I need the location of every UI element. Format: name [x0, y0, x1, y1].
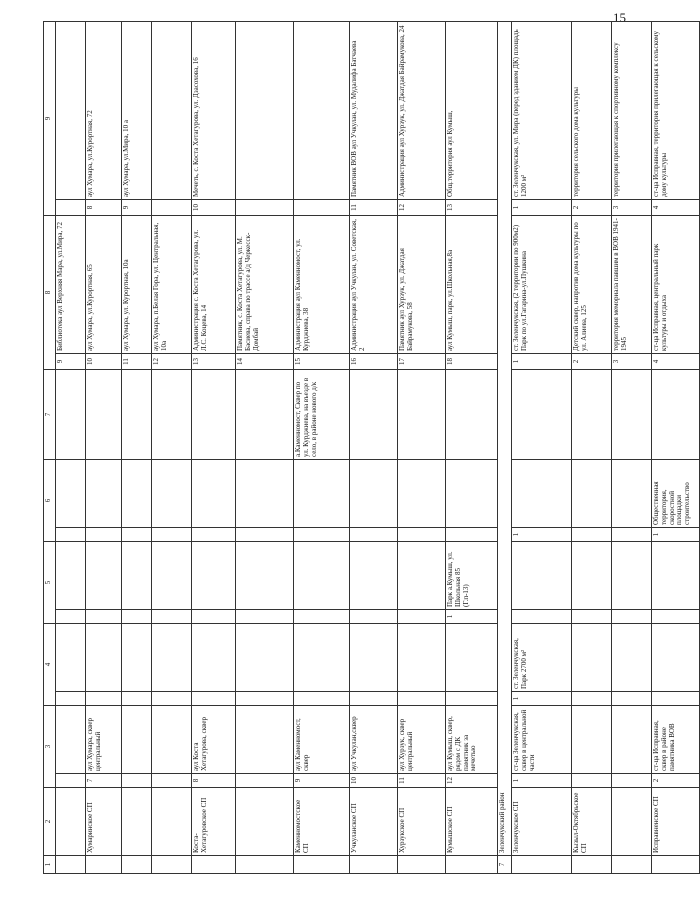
col-number: 3 [44, 706, 56, 788]
table-cell-c4 [612, 624, 652, 692]
table-cell-c5 [122, 542, 152, 610]
table-cell-c8n: 17 [398, 354, 446, 370]
table-cell-c4n [446, 692, 498, 706]
table-cell-c6 [572, 460, 612, 528]
table-cell-c2: Учкуланское СП [350, 788, 398, 856]
table-cell-c1 [350, 856, 398, 874]
table-cell-c1 [294, 856, 350, 874]
table-cell-c5 [612, 542, 652, 610]
table-cell-c9n: 1 [512, 200, 572, 216]
table-cell-c9 [236, 22, 294, 200]
table-cell-c6 [612, 460, 652, 528]
registry-table [43, 21, 700, 874]
table-cell-c4n [350, 692, 398, 706]
table-cell-c3n: 8 [192, 774, 236, 788]
table-cell-c7 [236, 370, 294, 460]
table-cell-c8: ст-ца Исправная, центральный парк культуры и отдыха [652, 216, 700, 354]
table-cell-c5 [350, 542, 398, 610]
table-cell-c6n [398, 528, 446, 542]
table-row [122, 22, 152, 874]
table-cell-c6 [294, 460, 350, 528]
table-cell-c3: аул Учкулан,сквер [350, 706, 398, 774]
table-cell-c8n: 15 [294, 354, 350, 370]
table-cell-c9: аул Хумара, ул.Курортная, 72 [86, 22, 122, 200]
table-cell-c6n [612, 528, 652, 542]
table-cell-c8: Администрация аул Учкулан, ул. Советская, 2 [350, 216, 398, 354]
table-cell-c7 [612, 370, 652, 460]
table-cell-c3n [56, 774, 86, 788]
table-cell-c8n: 14 [236, 354, 294, 370]
table-cell-c9n: 12 [398, 200, 446, 216]
table-cell-c8: аул Хумара, п.Белая Гора, ул. Центральная, 10а [152, 216, 192, 354]
table-cell-c8n: 18 [446, 354, 498, 370]
table-cell-c1 [86, 856, 122, 874]
table-cell-c5 [512, 542, 572, 610]
table-cell-c6n [446, 528, 498, 542]
table-cell-c5 [152, 542, 192, 610]
table-cell-c8: аул Хумара, ул. Курортная, 10а [122, 216, 152, 354]
table-cell-c8n: 9 [56, 354, 86, 370]
table-cell-c4n [152, 692, 192, 706]
table-cell-c4n: 1 [512, 692, 572, 706]
table-cell-c4n [294, 692, 350, 706]
table-cell-c9n: 9 [122, 200, 152, 216]
col-number: 9 [44, 22, 56, 216]
table-cell-c1 [652, 856, 700, 874]
table-cell-c2: Исправненское СП [652, 788, 700, 856]
table-cell-c3n: 1 [512, 774, 572, 788]
table-cell-c8n: 16 [350, 354, 398, 370]
table-cell-c7 [446, 370, 498, 460]
table-cell-c8: аул Кумыш, парк, ул.Школьная,8а [446, 216, 498, 354]
col-number: 4 [44, 624, 56, 706]
table-cell-c9: аул Хумара, ул.Мира, 10 а [122, 22, 152, 200]
table-cell-c5 [294, 542, 350, 610]
table-cell-c9n [294, 200, 350, 216]
table-row [652, 22, 700, 874]
col-number: 7 [44, 370, 56, 460]
table-row [86, 22, 122, 874]
table-cell-c5 [192, 542, 236, 610]
table-cell-c2 [236, 788, 294, 856]
table-cell-c8: ст. Зеленчукская, (2 территории по 900м2) Парк по ул.Гагарина-ул.Пушкина [512, 216, 572, 354]
table-row [294, 22, 350, 874]
table-cell-c9 [152, 22, 192, 200]
rotated-page [43, 22, 692, 874]
table-cell-c3 [236, 706, 294, 774]
table-cell-c6: Общественная территория, скоростной площадки строительство [652, 460, 700, 528]
table-cell-c6 [56, 460, 86, 528]
table-cell-c7 [56, 370, 86, 460]
col-number: 5 [44, 542, 56, 624]
table-cell-c9n: 10 [192, 200, 236, 216]
table-cell-c3 [152, 706, 192, 774]
table-cell-c4n [398, 692, 446, 706]
table-cell-c9: территория прилегающая к спортивному комплексу [612, 22, 652, 200]
table-cell-c7: а.Каменномост, Сквер по ул. Курджиева, на въезде в село, в районе нового д/к [294, 370, 350, 460]
table-cell-c6 [152, 460, 192, 528]
table-cell-c5n [56, 610, 86, 624]
table-cell-c4 [572, 624, 612, 692]
table-row [498, 22, 512, 874]
table-cell-c3n: 11 [398, 774, 446, 788]
table-cell-c8: Памятник аул Хурзук, ул. Джатдая Байрамукова, 58 [398, 216, 446, 354]
column-number-row [44, 22, 56, 874]
table-cell-c9n [236, 200, 294, 216]
col-number: 8 [44, 216, 56, 370]
table-row [512, 22, 572, 874]
table-cell-c2: Хурзукское СП [398, 788, 446, 856]
table-cell-c8n: 4 [652, 354, 700, 370]
table-cell-c8: Библиотека аул Верхняя Мара, ул.Мира, 72 [56, 216, 86, 354]
table-cell-c5n [152, 610, 192, 624]
table-cell-c6 [192, 460, 236, 528]
table-cell-c9n: 3 [612, 200, 652, 216]
table-cell-c5n [86, 610, 122, 624]
table-cell-c6 [236, 460, 294, 528]
table-cell-c5n [572, 610, 612, 624]
table-cell-c2 [56, 788, 86, 856]
table-cell-c4 [236, 624, 294, 692]
table-cell-c4n [612, 692, 652, 706]
table-body [56, 22, 700, 874]
table-row [192, 22, 236, 874]
table-cell-c6n: 1 [652, 528, 700, 542]
table-cell-c2 [152, 788, 192, 856]
table-cell-c3 [122, 706, 152, 774]
table-cell-c6 [86, 460, 122, 528]
table-row [56, 22, 86, 874]
col-number: 2 [44, 788, 56, 856]
table-cell-c4n [572, 692, 612, 706]
table-cell-c1 [192, 856, 236, 874]
table-cell-c3 [56, 706, 86, 774]
table-cell-c9n: 11 [350, 200, 398, 216]
table-cell-c9n: 8 [86, 200, 122, 216]
table-cell-c1 [236, 856, 294, 874]
table-cell-c9 [294, 22, 350, 200]
table-cell-c5 [572, 542, 612, 610]
table-cell-c2: Кумышское СП [446, 788, 498, 856]
table-cell-c4n [192, 692, 236, 706]
table-cell-c7 [350, 370, 398, 460]
table-cell-c8n: 13 [192, 354, 236, 370]
table-cell-c3: аул Каменномост, сквер [294, 706, 350, 774]
table-cell-c1 [398, 856, 446, 874]
table-row [572, 22, 612, 874]
table-row [236, 22, 294, 874]
table-cell-c7 [192, 370, 236, 460]
table-cell-c4 [652, 624, 700, 692]
table-cell-c8n: 10 [86, 354, 122, 370]
table-cell-c3n: 9 [294, 774, 350, 788]
table-cell-c9n [152, 200, 192, 216]
table-cell-c5n [122, 610, 152, 624]
table-cell-c5 [398, 542, 446, 610]
table-cell-c3: аул Хумара, сквер центральный [86, 706, 122, 774]
table-cell-c4 [350, 624, 398, 692]
table-cell-c6n [56, 528, 86, 542]
table-cell-c9n: 13 [446, 200, 498, 216]
table-cell-c9n: 2 [572, 200, 612, 216]
table-cell-c6n [122, 528, 152, 542]
table-cell-c3n [612, 774, 652, 788]
table-cell-c3n: 12 [446, 774, 498, 788]
table-cell-c1 [446, 856, 498, 874]
table-cell-c1 [56, 856, 86, 874]
table-cell-c9: территория сельского дома культуры [572, 22, 612, 200]
table-cell-c8: Детский сквер, напротив дома культуры по ул. Алиева, 125 [572, 216, 612, 354]
table-cell-c6n [192, 528, 236, 542]
table-cell-c5n [398, 610, 446, 624]
table-cell-c6 [446, 460, 498, 528]
table-cell-c5n [294, 610, 350, 624]
table-cell-c5n [236, 610, 294, 624]
table-row [612, 22, 652, 874]
table-cell-c1 [512, 856, 572, 874]
table-cell-c9: Памятник ВОВ аул Учкулан, ул. Мудалифа Батчаева [350, 22, 398, 200]
table-cell-c5n [512, 610, 572, 624]
table-cell-c6n [294, 528, 350, 542]
table-cell-c5: Парк а.Кумыш, ул. Школьная 85 (Г.п-13) [446, 542, 498, 610]
table-cell-c6n [152, 528, 192, 542]
table-cell-c8n: 12 [152, 354, 192, 370]
table-cell-c5n [612, 610, 652, 624]
table-cell-c4 [446, 624, 498, 692]
table-cell-c2: Зеленчукское СП [512, 788, 572, 856]
table-cell-c3 [572, 706, 612, 774]
table-cell-c9: Мечеть, с. Коста Хетагурова, ул. Дзасохова, 16 [192, 22, 236, 200]
table-cell-c4 [122, 624, 152, 692]
table-cell-c3n: 2 [652, 774, 700, 788]
table-cell-c7 [86, 370, 122, 460]
table-cell-c9: ст-ца Исправная, территория прилегающая к сельскому дому культуры [652, 22, 700, 200]
table-cell-c3: ст-ца Зеленчукская, сквер в центральной части [512, 706, 572, 774]
table-cell-c6n [572, 528, 612, 542]
table-cell-c3n [572, 774, 612, 788]
table-cell-c9: Общ.территория аул Кумыш, [446, 22, 498, 200]
table-cell-c6n [350, 528, 398, 542]
table-cell-c5n [192, 610, 236, 624]
table-cell-c3n: 10 [350, 774, 398, 788]
table-cell-c8: аул Хумара, ул.Курортная, 65 [86, 216, 122, 354]
table-row [398, 22, 446, 874]
table-cell-c4n [56, 692, 86, 706]
table-cell-c2: Кызыл-Октябрьское СП [572, 788, 612, 856]
table-cell-c2: Каменномостское СП [294, 788, 350, 856]
table-cell-c4n [236, 692, 294, 706]
col-number: 1 [44, 856, 56, 874]
table-cell-c3: аул Хурзук, сквер центральный [398, 706, 446, 774]
table-cell-c4 [192, 624, 236, 692]
table-cell-c3: ст-ца Исправная, сквер в районе памятника ВОВ [652, 706, 700, 774]
table-cell-c6 [512, 460, 572, 528]
table-cell-c8: территория мемориала павшим в ВОВ 1941-1945 [612, 216, 652, 354]
table-cell-c5n [652, 610, 700, 624]
table-cell-c4 [294, 624, 350, 692]
table-cell-c4 [86, 624, 122, 692]
table-row [350, 22, 398, 874]
table-cell-c5n: 1 [446, 610, 498, 624]
table-cell-c8n: 3 [612, 354, 652, 370]
table-cell-c7 [398, 370, 446, 460]
table-cell-c5 [86, 542, 122, 610]
table-row [446, 22, 498, 874]
table-cell-c8n: 11 [122, 354, 152, 370]
table-row [152, 22, 192, 874]
section-number: 7 [498, 856, 512, 874]
table-cell-c3 [612, 706, 652, 774]
page-number: 15 [613, 10, 626, 25]
table-cell-c1 [612, 856, 652, 874]
table-cell-c2: Коста-Хетагуровское СП [192, 788, 236, 856]
table-cell-c6n [236, 528, 294, 542]
table-cell-c8n: 2 [572, 354, 612, 370]
table-cell-c9 [56, 22, 86, 200]
table-cell-c8: Администрация аул Каменномост, ул. Курджиева, 38 [294, 216, 350, 354]
table-cell-c1 [572, 856, 612, 874]
table-cell-c9: ст. Зеленчукская, ул. Мира (перед зданием ДК) площадь 1200 м² [512, 22, 572, 200]
table-cell-c7 [512, 370, 572, 460]
table-cell-c2: Хумаринское СП [86, 788, 122, 856]
table-cell-c4 [152, 624, 192, 692]
table-cell-c4 [398, 624, 446, 692]
table-cell-c7 [122, 370, 152, 460]
table-cell-c6 [350, 460, 398, 528]
table-cell-c8: Администрация с. Коста Хетагурова, ул. Л.С. Коцева, 14 [192, 216, 236, 354]
table-cell-c5n [350, 610, 398, 624]
table-cell-c7 [152, 370, 192, 460]
table-cell-c3n [152, 774, 192, 788]
table-cell-c9: Администрация аул Хурзук, ул. Джатдая Байрамукова, 24 [398, 22, 446, 200]
table-cell-c9n [56, 200, 86, 216]
table-cell-c7 [572, 370, 612, 460]
table-cell-c1 [152, 856, 192, 874]
table-cell-c1 [122, 856, 152, 874]
table-cell-c8: Памятник, с. Коста Хетагурова, ул. М. Басиева, справа по трассе а/д Черкесск-Домбай [236, 216, 294, 354]
table-cell-c2 [122, 788, 152, 856]
table-cell-c3: аул Коста Хетагурова, сквер [192, 706, 236, 774]
table-cell-c6 [122, 460, 152, 528]
table-cell-c3n [236, 774, 294, 788]
table-cell-c3n [122, 774, 152, 788]
table-cell-c4n [86, 692, 122, 706]
table-cell-c5 [652, 542, 700, 610]
table-cell-c3: аул Кумыш, сквер, рядом с ДК памятник за мечетью [446, 706, 498, 774]
table-cell-c6n [86, 528, 122, 542]
table-cell-c3n: 7 [86, 774, 122, 788]
table-cell-c6 [398, 460, 446, 528]
table-cell-c6n: 1 [512, 528, 572, 542]
table-cell-c4n [652, 692, 700, 706]
table-cell-c4n [122, 692, 152, 706]
table-cell-c7 [652, 370, 700, 460]
table-cell-c5 [56, 542, 86, 610]
table-cell-c4 [56, 624, 86, 692]
col-number: 6 [44, 460, 56, 542]
table-cell-c8n: 1 [512, 354, 572, 370]
table-cell-c4: ст. Зеленчукская, Парк 2700 м² [512, 624, 572, 692]
table-cell-c2 [612, 788, 652, 856]
table-cell-c9n: 4 [652, 200, 700, 216]
table-cell-c5 [236, 542, 294, 610]
section-title: Зеленчукский район [498, 22, 512, 856]
